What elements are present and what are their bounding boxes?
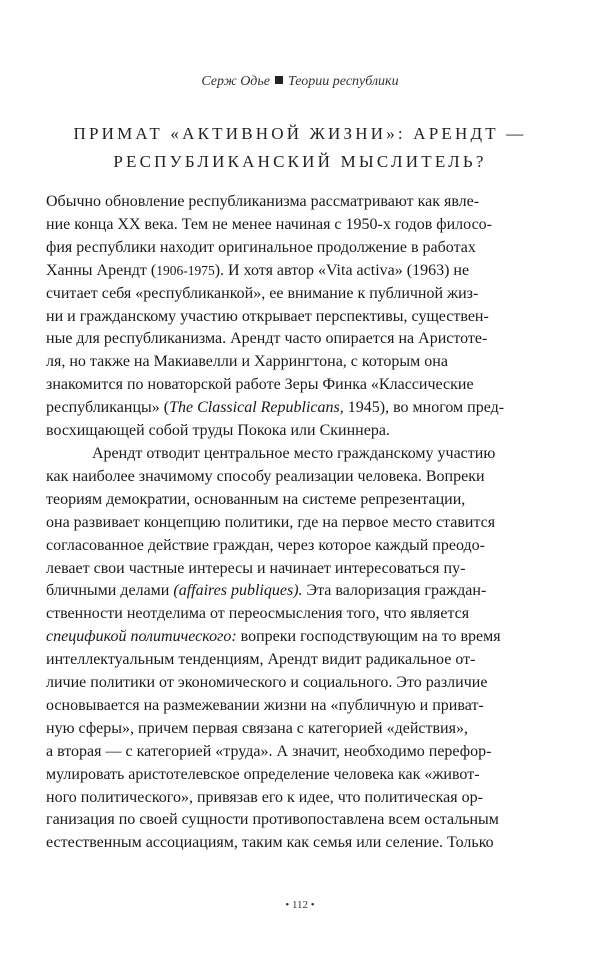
- body-line: интеллектуальным тенденциям, Арендт видит радикальное от-: [46, 651, 476, 669]
- body-line: мулировать аристотелевское определение человека как «живот-: [46, 765, 480, 783]
- body-line: ную сферы», причем первая связана с категорией «действия»,: [46, 719, 468, 737]
- body-line: ние конца XX века. Тем не менее начиная с 1950-х годов филосо-: [46, 215, 492, 233]
- body-line: восхищающей собой труды Покока или Скиннера.: [46, 422, 390, 440]
- body-line: считает себя «республиканкой», ее внимание к публичной жиз-: [46, 284, 479, 302]
- body-line: ни и гражданскому участию открывает перспективы, существен-: [46, 307, 489, 325]
- body-line: бличными делами (affaires publiques). Эта валоризация граждан-: [46, 582, 487, 600]
- body-line: Арендт отводит центральное место гражданскому участию: [92, 444, 496, 462]
- running-head-author: Серж Одье: [201, 74, 270, 89]
- page-number: • 112 •: [285, 899, 315, 911]
- body-line: ственности неотделима от переосмысления того, что является: [46, 605, 470, 623]
- body-line: а вторая — с категорией «труда». А значит, необходимо перефор-: [46, 742, 492, 760]
- body-line: Ханны Арендт (1906-1975). И хотя автор «Vita activa» (1963) не: [46, 261, 470, 279]
- body-line: личие политики от экономического и социального. Это различие: [46, 674, 488, 692]
- running-head-book: Теории республики: [287, 74, 399, 89]
- section-title-line-1: ПРИМАТ «АКТИВНОЙ ЖИЗНИ»: АРЕНДТ —: [73, 124, 527, 143]
- body-line: основывается на размежевании жизни на «публичную и приват-: [46, 696, 484, 714]
- body-line: теориям демократии, основанным на системе репрезентации,: [46, 490, 466, 508]
- body-line: она развивает концепцию политики, где на первое место ставится: [46, 513, 496, 531]
- body-line: левает свои частные интересы и начинает интересоваться пу-: [46, 559, 466, 577]
- body-line: ля, но также на Макиавелли и Харрингтона, с которым она: [46, 353, 448, 371]
- body-line: республиканцы» (The Classical Republicans, 1945), во многом пред-: [46, 399, 505, 417]
- body-line: ные для республиканизма. Арендт часто опирается на Аристоте-: [46, 330, 488, 348]
- section-title: [40, 120, 560, 176]
- running-head: [0, 74, 600, 90]
- body-line: Обычно обновление республиканизма рассматривают как явле-: [46, 193, 480, 210]
- body-line: согласованное действие граждан, через которое каждый преодо-: [46, 536, 485, 554]
- body-line: ного политического», привязав его к идее, что политическая ор-: [46, 788, 483, 806]
- body-line: знакомится по новаторской работе Зеры Финка «Классические: [46, 376, 474, 394]
- body-line: естественным ассоциациям, таким как семья или селение. Только: [46, 834, 494, 852]
- separator-square-icon: [275, 76, 283, 84]
- body-line: ганизация по своей сущности противопоставлена всем остальным: [46, 811, 499, 829]
- body-line: спецификой политического: вопреки господствующим на то время: [46, 628, 501, 646]
- body-line: фия республики находит оригинальное продолжение в работах: [46, 238, 476, 256]
- body-line: как наиболее значимому способу реализации человека. Вопреки: [46, 467, 485, 485]
- section-title-line-2: РЕСПУБЛИКАНСКИЙ МЫСЛИТЕЛЬ?: [113, 152, 487, 171]
- body-text: [46, 191, 561, 855]
